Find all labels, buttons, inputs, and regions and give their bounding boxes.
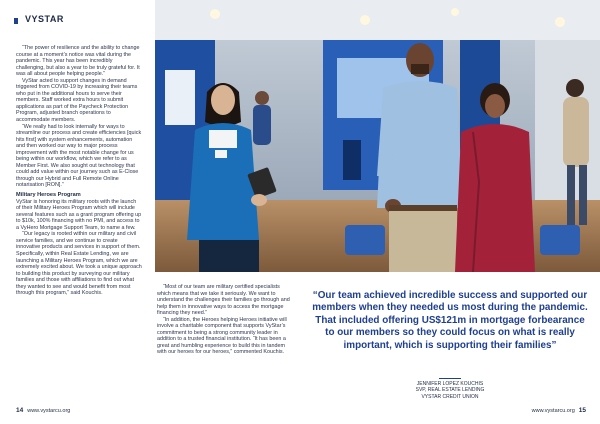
footer-right xyxy=(532,407,586,414)
page-number-left: 14 xyxy=(16,407,24,414)
paragraph: “The power of resilience and the ability to change course at a moment’s notice was vital during the pandemic. This year has been incredibly challenging, but also a year to be truly grateful for. It was all about people helping people.” xyxy=(16,45,140,78)
brand-header xyxy=(0,0,152,28)
footer-url-left: www.vystarcu.org xyxy=(27,408,71,414)
section-heading: Military Heroes Program xyxy=(16,192,81,199)
footer-left xyxy=(16,407,70,414)
brand-accent-mark xyxy=(14,18,18,24)
paragraph: VyStar is honoring its military roots with the launch of their Military Heroes Program which will include several features such as a grant program offering up to $10k, 100% financing with no PMI, and access to a VyHero Mortgage Support Team, to name a few. xyxy=(16,198,142,231)
article-column-2 xyxy=(157,284,291,356)
paragraph: “In addition, the Heroes helping Heroes initiative will involve a charitable component that supports VyStar’s commitment to being a strong community leader in addition to a trusted financial institution. “It has been a great and humbling experience to build this in tandem with our heroes for our heroes,” commented Kouchis. xyxy=(157,316,287,356)
branch-photo xyxy=(155,0,600,272)
paragraph: “Most of our team are military certified specialists which means that we take it seriously. We want to understand the challenges their families go through and help them in innovative ways to access the mortgage financing they need.” xyxy=(157,284,290,317)
page-number-right: 15 xyxy=(578,407,586,414)
paragraph: “Our legacy is rooted within our military and civil service families, and we continue to create innovative products and services in support of them. Specifically, within Real Estate Lending, we are launching a Military Heroes Program, which we are extremely excited about. We took a unique approach to building this product by surveying our military families and those with affiliations to find out what they wanted to see and would benefit from most through this program,” said Kouchis. xyxy=(16,231,142,297)
pull-quote: “Our team achieved incredible success and supported our members when they needed us most during the pandemic. That included offering US$121m in mortgage forbearance to our members so they could focus on what is really important, which is supporting their families” xyxy=(312,290,588,351)
attribution-name: JENNIFER LOPEZ KOUCHIS xyxy=(416,381,484,387)
attribution-org: VYSTAR CREDIT UNION xyxy=(421,393,479,400)
footer-url-right: www.vystarcu.org xyxy=(531,408,575,414)
attribution-rule xyxy=(439,378,461,379)
branch-photo-illustration xyxy=(155,0,600,272)
article-column-1 xyxy=(16,45,142,297)
quote-attribution xyxy=(340,378,560,400)
attribution-title: SVP, REAL ESTATE LENDING xyxy=(415,387,485,394)
paragraph: VyStar acted to support changes in demand triggered from COVID-19 by increasing their teams who put in the additional hours to serve their members. Staff worked extra hours to submit applications as part of the Paycheck Protection Program, adjusted branch operations to accommodate members. xyxy=(16,77,138,124)
brand-name: VYSTAR xyxy=(25,14,64,24)
paragraph: “We really had to look internally for ways to streamline our process and create efficiencies [quick hits first] with system enhancements, automation and then worked our way to major process improvement with the most notable change for us being within our workflow, which we refer to as Member First. We also sought out technology that could add value within our journey such as E-Close through our Hybrid and Full Remote Online notarisation [RON].” xyxy=(16,123,142,189)
